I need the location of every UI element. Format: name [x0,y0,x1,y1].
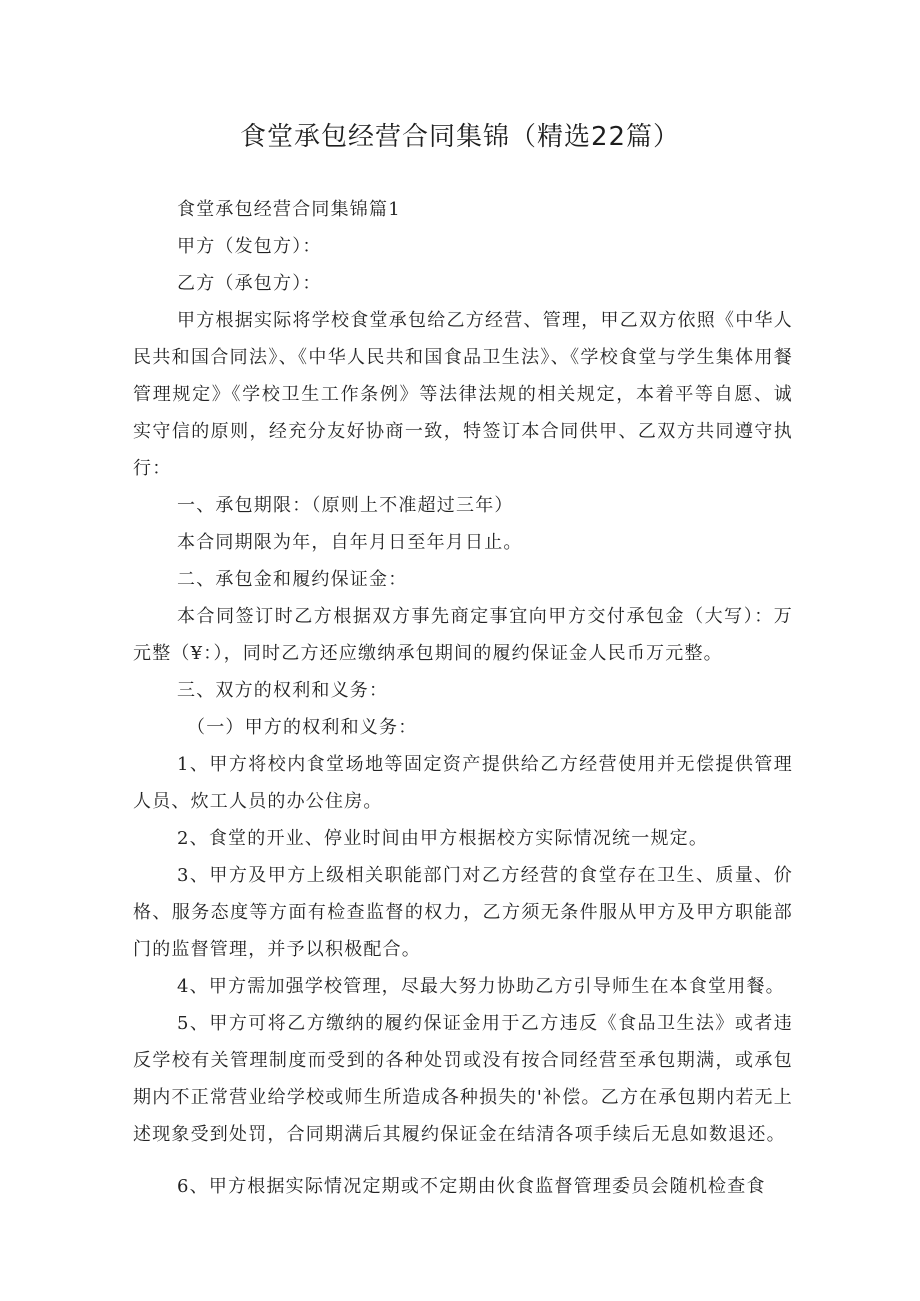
deposit-paragraph: 本合同签订时乙方根据双方事先商定事宜向甲方交付承包金（大写）：万元整（¥：），同时乙方还应缴纳承包期间的履约保证金人民币万元整。 [133,606,793,664]
term-paragraph: 本合同期限为年，自年月日至年月日止。 [177,532,523,553]
party-a-line: 甲方（发包方）： [177,236,322,257]
rights-item-4: 4、甲方需加强学校管理，尽最大努力协助乙方引导师生在本食堂用餐。 [177,976,785,997]
clause-heading-rights: 三、双方的权利和义务： [177,680,389,701]
clause-heading-deposit: 二、承包金和履约保证金： [177,569,408,590]
document-title: 食堂承包经营合同集锦（精选22篇） [239,122,681,152]
rights-item-1: 1、甲方将校内食堂场地等固定资产提供给乙方经营使用并无偿提供管理人员、炊工人员的办公住房。 [133,754,793,812]
rights-item-2: 2、食堂的开业、停业时间由甲方根据校方实际情况统一规定。 [177,828,709,849]
rights-item-6: 6、甲方根据实际情况定期或不定期由伙食监督管理委员会随机检查食 [177,1176,766,1197]
rights-item-3: 3、甲方及甲方上级相关职能部门对乙方经营的食堂存在卫生、质量、价格、服务态度等方面有检查监督的权力，乙方须无条件服从甲方及甲方职能部门的监督管理，并予以积极配合。 [133,865,793,960]
subclause-heading-party-a: （一）甲方的权利和义务： [187,717,418,738]
clause-heading-term: 一、承包期限：（原则上不准超过三年） [177,495,514,516]
rights-item-5: 5、甲方可将乙方缴纳的履约保证金用于乙方违反《食品卫生法》或者违反学校有关管理制度而受到的各种处罚或没有按合同经营至承包期满，或承包期内不正常营业给学校或师生所造成各种损失的'补偿。乙方在承包期内若无上述现象受到处罚，合同期满后其履约保证金在结清各项手续后无息如数退还。 [133,1013,793,1145]
section-heading: 食堂承包经营合同集锦篇1 [177,199,401,220]
document-body [133,191,793,1205]
party-b-line: 乙方（承包方）： [177,273,322,294]
preamble-paragraph: 甲方根据实际将学校食堂承包给乙方经营、管理，甲乙双方依照《中华人民共和国合同法》、《中华人民共和国食品卫生法》、《学校食堂与学生集体用餐管理规定》《学校卫生工作条例》等法律法规的相关规定，本着平等自愿、诚实守信的原则，经充分友好协商一致，特签订本合同供甲、乙双方共同遵守执行： [133,310,793,479]
